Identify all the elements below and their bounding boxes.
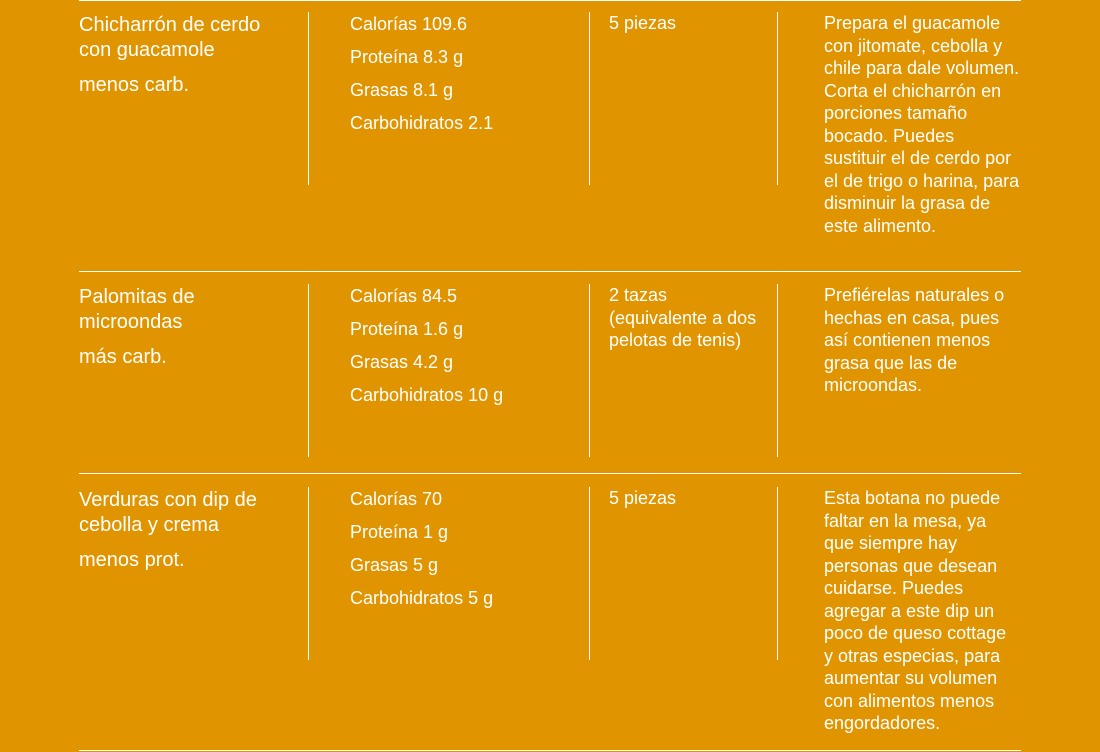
snack-tag: menos prot. bbox=[79, 549, 185, 571]
protein: Proteína 8.3 g bbox=[350, 47, 464, 67]
calories: Calorías 84.5 bbox=[350, 286, 458, 306]
nutrition-list bbox=[350, 12, 580, 144]
column-divider bbox=[308, 12, 309, 185]
snack-tag: más carb. bbox=[79, 346, 167, 368]
column-divider bbox=[589, 487, 590, 660]
column-divider bbox=[777, 12, 778, 185]
fat: Grasas 8.1 g bbox=[350, 80, 454, 100]
portion: 5 piezas bbox=[609, 488, 677, 508]
row-divider bbox=[79, 473, 1021, 474]
snack-title: Verduras con dip de cebolla y crema bbox=[79, 489, 257, 536]
protein: Proteína 1.6 g bbox=[350, 319, 464, 339]
table-row bbox=[0, 475, 1100, 750]
table-row bbox=[0, 272, 1100, 473]
column-divider bbox=[308, 284, 309, 457]
column-divider bbox=[777, 284, 778, 457]
tip-text: Prepara el guacamole con jitomate, cebolla y chile para dale volumen. Corta el chicharrón en porciones tamaño bocado. Puedes sustituir el de cerdo por el de trigo o harina, para disminuir la grasa de este alimento. bbox=[824, 13, 1020, 236]
fat: Grasas 4.2 g bbox=[350, 352, 454, 372]
carbs: Carbohidratos 2.1 bbox=[350, 113, 494, 133]
column-divider bbox=[589, 12, 590, 185]
nutrition-list bbox=[350, 284, 580, 416]
bottom-divider bbox=[79, 750, 1021, 751]
nutrition-list bbox=[350, 487, 580, 619]
column-divider bbox=[308, 487, 309, 660]
protein: Proteína 1 g bbox=[350, 522, 449, 542]
snack-name bbox=[79, 285, 294, 370]
portion: 2 tazas (equivalente a dos pelotas de tenis) bbox=[609, 285, 757, 350]
table-row bbox=[0, 0, 1100, 271]
tip-text: Esta botana no puede faltar en la mesa, ya que siempre hay personas que desean cuidarse. Puedes agregar a este dip un poco de queso cottage y otras especias, para aumentar su volumen con alimentos menos engordadores. bbox=[824, 488, 1007, 733]
carbs: Carbohidratos 10 g bbox=[350, 385, 504, 405]
carbs: Carbohidratos 5 g bbox=[350, 588, 494, 608]
snack-title: Chicharrón de cerdo con guacamole bbox=[79, 14, 261, 61]
snack-tag: menos carb. bbox=[79, 74, 190, 96]
snack-name bbox=[79, 488, 294, 573]
snack-name bbox=[79, 13, 294, 98]
snack-title: Palomitas de microondas bbox=[79, 286, 195, 333]
calories: Calorías 109.6 bbox=[350, 14, 468, 34]
column-divider bbox=[777, 487, 778, 660]
column-divider bbox=[589, 284, 590, 457]
calories: Calorías 70 bbox=[350, 489, 443, 509]
portion: 5 piezas bbox=[609, 13, 677, 33]
tip-text: Prefiérelas naturales o hechas en casa, pues así contienen menos grasa que las de microondas. bbox=[824, 285, 1005, 395]
fat: Grasas 5 g bbox=[350, 555, 439, 575]
